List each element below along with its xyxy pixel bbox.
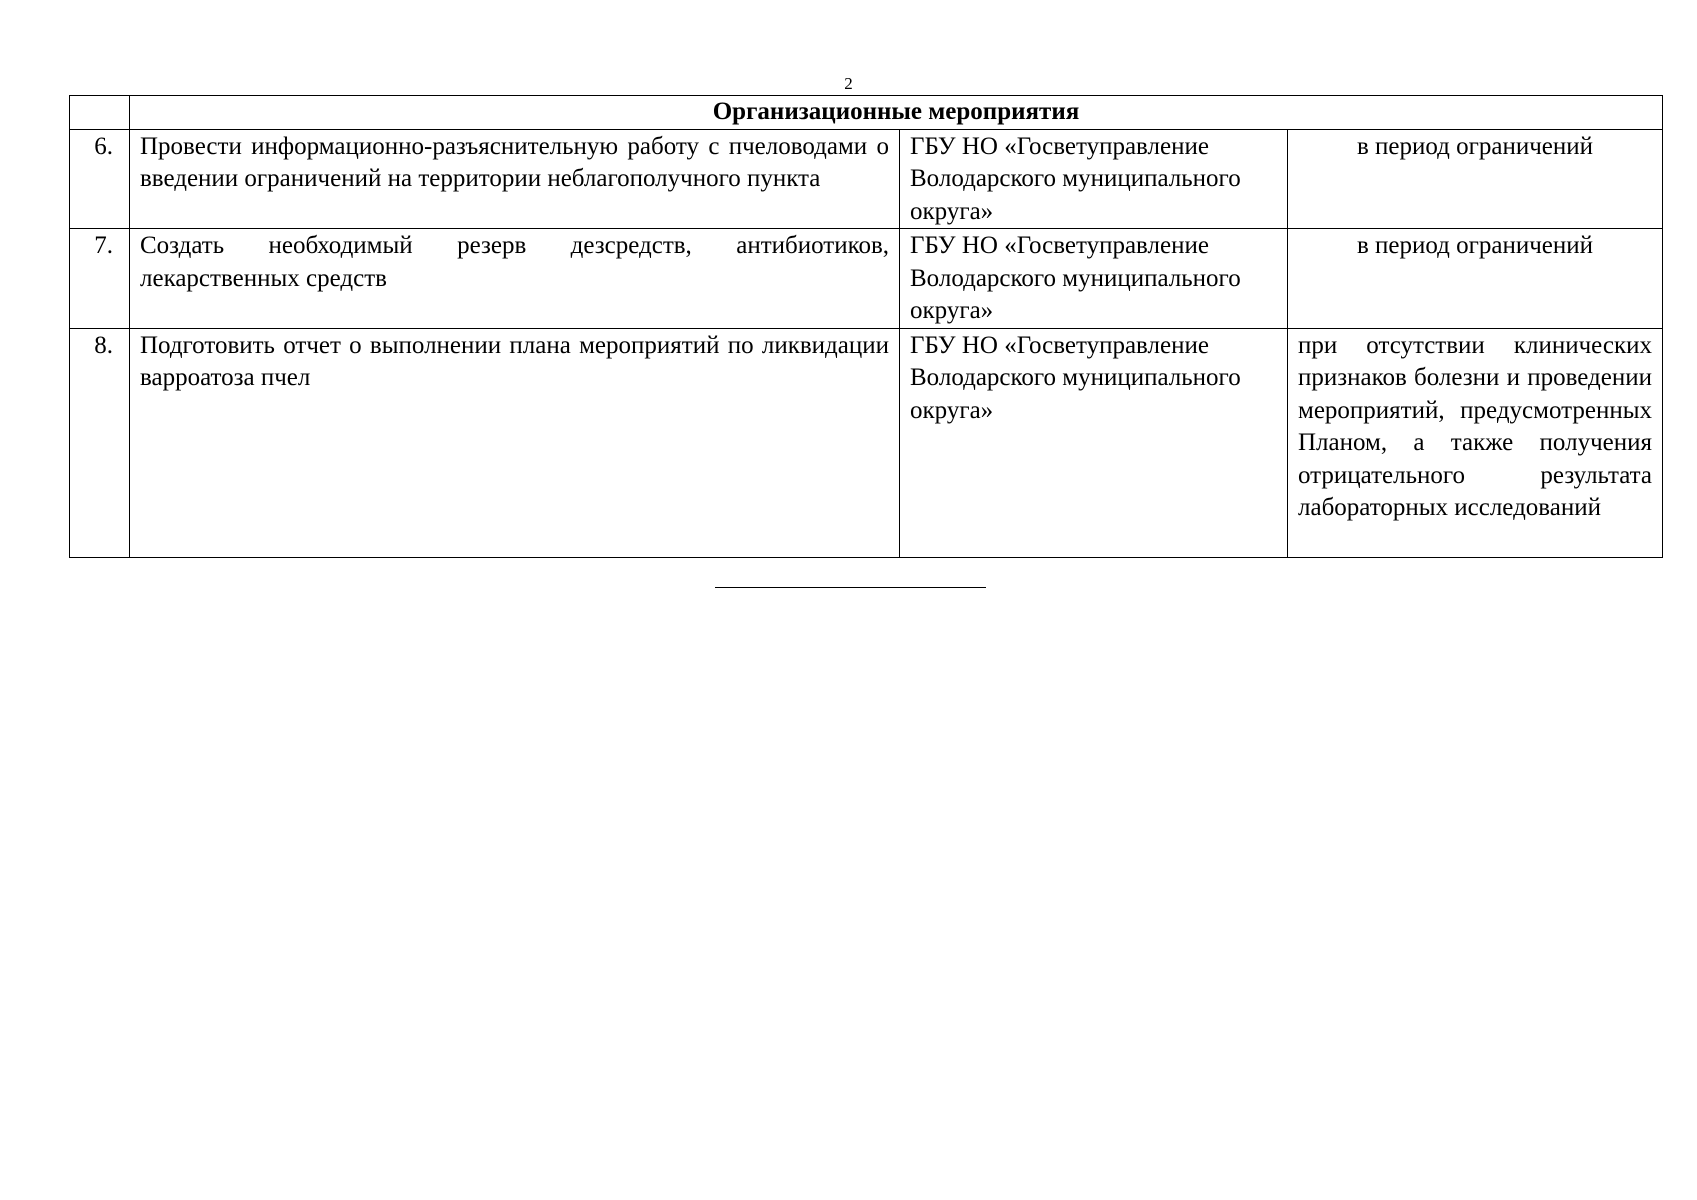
responsible-text: ГБУ НО «Госветуправление Володарского муниципального округа»: [910, 132, 1241, 225]
measures-table: [69, 95, 1663, 558]
page-number: 2: [844, 74, 853, 93]
section-title: Организационные мероприятия: [130, 96, 1663, 130]
responsible-cell: [900, 129, 1288, 229]
action-cell: Создать необходимый резерв дезсредств, антибиотиков, лекарственных средств: [130, 229, 900, 329]
row-number: 6.: [70, 129, 130, 229]
responsible-cell: [900, 328, 1288, 557]
term-cell: в период ограничений: [1288, 229, 1663, 329]
end-divider-line: [715, 587, 986, 588]
term-cell: в период ограничений: [1288, 129, 1663, 229]
section-number-cell: [70, 96, 130, 130]
responsible-text: ГБУ НО «Госветуправление Володарского муниципального округа»: [910, 232, 1241, 324]
section-header-row: [70, 96, 1663, 130]
responsible-text: ГБУ НО «Госветуправление Володарского муниципального округа»: [910, 331, 1241, 424]
responsible-cell: [900, 229, 1288, 329]
table-row: [70, 129, 1663, 229]
row-number: 8.: [70, 328, 130, 557]
term-cell: при отсутствии клинических признаков болезни и проведении мероприятий, предусмотренных Планом, а также получения отрицательного результата лабораторных исследований: [1288, 328, 1663, 557]
table-row: [70, 229, 1663, 329]
table-row: [70, 328, 1663, 557]
action-cell: Провести информационно-разъяснительную работу с пчеловодами о введении ограничений на территории неблагополучного пункта: [130, 129, 900, 229]
row-number: 7.: [70, 229, 130, 329]
action-cell: Подготовить отчет о выполнении плана мероприятий по ликвидации варроатоза пчел: [130, 328, 900, 557]
